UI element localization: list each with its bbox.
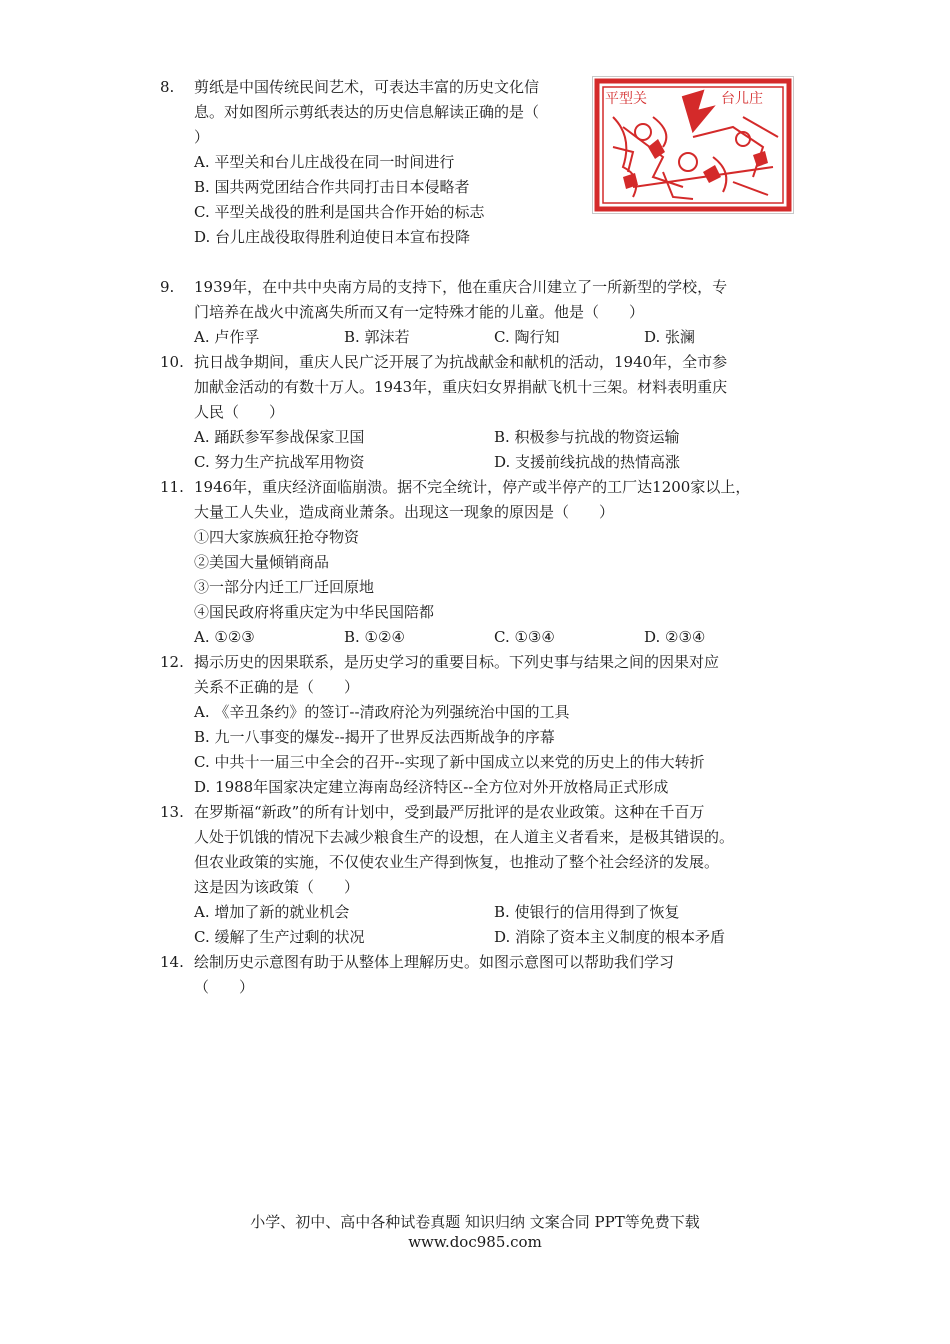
option-c: C. 中共十一届三中全会的召开--实现了新中国成立以来党的历史上的伟大转折 (194, 753, 705, 771)
option-b: B. 积极参与抗战的物资运输 (494, 428, 680, 446)
question-text-line: 加献金活动的有数十万人。1943年，重庆妇女界捐献飞机十三架。材料表明重庆 (194, 378, 728, 396)
question-number: 10. (160, 353, 184, 371)
page-footer (0, 1212, 950, 1252)
statement-item: ④国民政府将重庆定为中华民国陪都 (194, 603, 435, 621)
options-row (194, 925, 794, 950)
question-text-line: 息。对如图所示剪纸表达的历史信息解读正确的是（ (194, 103, 540, 121)
option-c: C. 努力生产抗战军用物资 (194, 453, 365, 471)
question-text-line: 在罗斯福“新政”的所有计划中，受到最严厉批评的是农业政策。这种在千百万 (194, 803, 705, 821)
paper-cut-image (592, 76, 794, 214)
option-d: D. 台儿庄战役取得胜利迫使日本宣布投降 (194, 228, 471, 246)
question-text-line: （ ） (194, 978, 255, 996)
question-number: 9. (160, 278, 175, 296)
question-number: 12. (160, 653, 184, 671)
statement-item: ②美国大量倾销商品 (194, 553, 330, 571)
options-row (194, 900, 794, 925)
question-number: 8. (160, 78, 175, 96)
option-d: D. 张澜 (644, 328, 696, 346)
option-c: C. 平型关战役的胜利是国共合作开始的标志 (194, 203, 485, 221)
options-row (194, 425, 794, 450)
statement-item: ③一部分内迁工厂迁回原地 (194, 578, 375, 596)
question-text-line: 剪纸是中国传统民间艺术，可表达丰富的历史文化信 (194, 78, 540, 96)
question-text-line: 人处于饥饿的情况下去减少粮食生产的设想，在人道主义者看来，是极其错误的。 (194, 828, 735, 846)
option-d: D. ②③④ (644, 628, 706, 646)
options-row (194, 625, 794, 650)
option-a: A. 踊跃参军参战保家卫国 (194, 428, 365, 446)
question-text-line: 人民（ ） (194, 403, 285, 421)
option-a: A. 卢作孚 (194, 328, 260, 346)
question-text-line: 但农业政策的实施，不仅使农业生产得到恢复，也推动了整个社会经济的发展。 (194, 853, 720, 871)
option-a: A. 平型关和台儿庄战役在同一时间进行 (194, 153, 455, 171)
option-b: B. 九一八事变的爆发--揭开了世界反法西斯战争的序幕 (194, 728, 555, 746)
option-b: B. ①②④ (344, 628, 405, 646)
paper-cut-illustration (593, 77, 793, 213)
question-text-line: 门培养在战火中流离失所而又有一定特殊才能的儿童。他是（ ） (194, 303, 645, 321)
option-b: B. 国共两党团结合作共同打击日本侵略者 (194, 178, 470, 196)
option-a: A. ①②③ (194, 628, 255, 646)
option-a: A. 增加了新的就业机会 (194, 903, 350, 921)
label-taierzhuang: 台儿庄 (721, 91, 763, 107)
question-text-line: 揭示历史的因果联系，是历史学习的重要目标。下列史事与结果之间的因果对应 (194, 653, 720, 671)
question-text-line: 1946年，重庆经济面临崩溃。据不完全统计，停产或半停产的工厂达1200家以上， (194, 478, 751, 496)
question-text-line: 关系不正确的是（ ） (194, 678, 360, 696)
option-b: B. 郭沫若 (344, 328, 410, 346)
question-number: 13. (160, 803, 184, 821)
option-d: D. 1988年国家决定建立海南岛经济特区--全方位对外开放格局正式形成 (194, 778, 669, 796)
option-a: A. 《辛丑条约》的签订--清政府沦为列强统治中国的工具 (194, 703, 570, 721)
options-row (194, 325, 794, 350)
statement-item: ①四大家族疯狂抢夺物资 (194, 528, 360, 546)
option-c: C. ①③④ (494, 628, 555, 646)
question-text-line: 抗日战争期间，重庆人民广泛开展了为抗战献金和献机的活动，1940年，全市参 (194, 353, 728, 371)
option-c: C. 缓解了生产过剩的状况 (194, 928, 365, 946)
option-d: D. 消除了资本主义制度的根本矛盾 (494, 928, 726, 946)
options-row (194, 450, 794, 475)
question-text-line: 大量工人失业，造成商业萧条。出现这一现象的原因是（ ） (194, 503, 615, 521)
question-text-line: ） (194, 128, 210, 146)
label-pingxingguan: 平型关 (605, 91, 647, 107)
option-d: D. 支援前线抗战的热情高涨 (494, 453, 681, 471)
question-text-line: 1939年，在中共中央南方局的支持下，他在重庆合川建立了一所新型的学校，专 (194, 278, 728, 296)
question-text-line: 绘制历史示意图有助于从整体上理解历史。如图示意图可以帮助我们学习 (194, 953, 675, 971)
footer-promo-text: 小学、初中、高中各种试卷真题 知识归纳 文案合同 PPT等免费下载 (250, 1213, 700, 1231)
option-c: C. 陶行知 (494, 328, 560, 346)
option-b: B. 使银行的信用得到了恢复 (494, 903, 680, 921)
question-number: 11. (160, 478, 184, 496)
footer-website-link[interactable]: www.doc985.com (408, 1233, 542, 1251)
question-number: 14. (160, 953, 184, 971)
question-text-line: 这是因为该政策（ ） (194, 878, 360, 896)
